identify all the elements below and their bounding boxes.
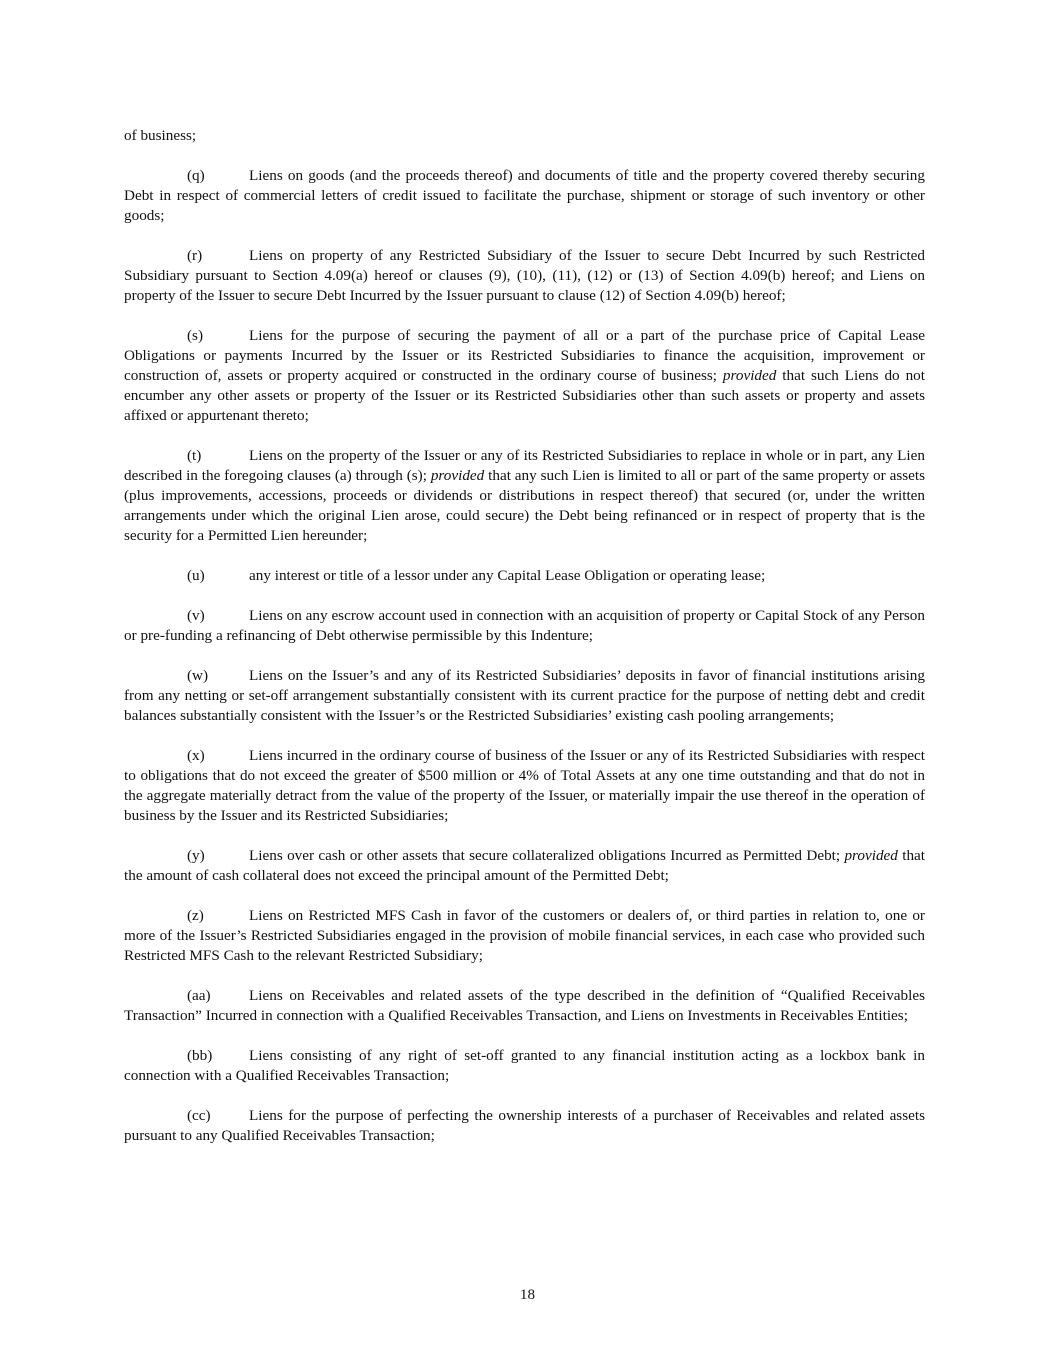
clause-label: (cc) <box>187 1107 211 1124</box>
clause-label: (w) <box>187 667 209 684</box>
clause-text: Liens on any escrow account used in connection with an acquisition of property or Capital Stock of any Person or pre-funding a refinancing of Debt otherwise permissible by this Indenture; <box>124 607 925 644</box>
clause-w <box>124 666 925 726</box>
clause-label: (x) <box>187 747 205 764</box>
clause-label: (bb) <box>187 1047 213 1064</box>
clause-text: that any such Lien is limited to all or part of the same property or assets (plus improvements, accessions, proceeds or dividends or distributions in respect thereof) that secured (or, under the written arrangements under which the original Lien arose, could secure) the Debt being refinanced or in respect of property that is the security for a Permitted Lien hereunder; <box>124 467 926 544</box>
clause-y <box>124 846 925 886</box>
clause-text: any interest or title of a lessor under any Capital Lease Obligation or operating lease; <box>249 567 766 584</box>
clause-text: Liens on property of any Restricted Subsidiary of the Issuer to secure Debt Incurred by such Restricted Subsidiary pursuant to Section 4.09(a) hereof or clauses (9), (10), (11), (12) or (13) of Section 4.09(b) hereof; and Liens on property of the Issuer to secure Debt Incurred by the Issuer pursuant to clause (12) of Section 4.09(b) hereof; <box>124 247 925 304</box>
clause-text: Liens consisting of any right of set-off granted to any financial institution acting as a lockbox bank in connection with a Qualified Receivables Transaction; <box>124 1047 925 1084</box>
clause-label: (s) <box>187 327 204 344</box>
clause-x <box>124 746 925 826</box>
clause-text: Liens on the Issuer’s and any of its Restricted Subsidiaries’ deposits in favor of financial institutions arising from any netting or set-off arrangement substantially consistent with its current practice for the purpose of netting debt and credit balances substantially consistent with the Issuer’s or the Restricted Subsidiaries’ existing cash pooling arrangements; <box>124 667 925 724</box>
clause-label: (t) <box>187 447 202 464</box>
clause-z <box>124 906 925 966</box>
clause-label: (r) <box>187 247 203 264</box>
clause-label: (y) <box>187 847 205 864</box>
clause-text: Liens on the property of the Issuer or any of its Restricted Subsidiaries to replace in whole or in part, any Lien described in the foregoing clauses (a) through (s); <box>124 447 925 484</box>
clause-aa <box>124 986 925 1026</box>
clause-text: Liens for the purpose of securing the payment of all or a part of the purchase price of Capital Lease Obligations or payments Incurred by the Issuer or its Restricted Subsidiaries to finance the acquisition, improvement or construction of, assets or property acquired or constructed in the ordinary course of business; <box>124 327 925 384</box>
clause-text: Liens on goods (and the proceeds thereof) and documents of title and the property covered thereby securing Debt in respect of commercial letters of credit issued to facilitate the purchase, shipment or storage of such inventory or other goods; <box>124 167 925 224</box>
clause-text: Liens for the purpose of perfecting the ownership interests of a purchaser of Receivables and related assets pursuant to any Qualified Receivables Transaction; <box>124 1107 925 1144</box>
clause-label: (aa) <box>187 987 211 1004</box>
intro-text: of business; <box>124 127 197 144</box>
clause-text: Liens on Restricted MFS Cash in favor of the customers or dealers of, or third parties in relation to, one or more of the Issuer’s Restricted Subsidiaries engaged in the provision of mobile financial services, in each case who provided such Restricted MFS Cash to the relevant Restricted Subsidiary; <box>124 907 925 964</box>
clause-q <box>124 166 925 226</box>
clause-s <box>124 326 925 426</box>
clause-t <box>124 446 925 546</box>
clause-label: (u) <box>187 567 205 584</box>
clause-text: Liens over cash or other assets that secure collateralized obligations Incurred as Permitted Debt; <box>249 847 841 864</box>
clause-text: Liens incurred in the ordinary course of business of the Issuer or any of its Restricted Subsidiaries with respect to obligations that do not exceed the greater of $500 million or 4% of Total Assets at any one time outstanding and that do not in the aggregate materially detract from the value of the property of the Issuer, or materially impair the use thereof in the operation of business by the Issuer and its Restricted Subsidiaries; <box>124 747 925 824</box>
provided-emphasis: provided <box>430 467 485 484</box>
clause-cc <box>124 1106 925 1146</box>
clause-text: that the amount of cash collateral does not exceed the principal amount of the Permitted Debt; <box>124 847 926 884</box>
clause-label: (q) <box>187 167 205 184</box>
page-number: 18 <box>519 1286 536 1303</box>
document-body <box>124 126 925 1166</box>
clause-label: (v) <box>187 607 205 624</box>
clause-text: Liens on Receivables and related assets of the type described in the definition of “Qualified Receivables Transaction” Incurred in connection with a Qualified Receivables Transaction, and Liens on Investments in Receivables Entities; <box>124 987 925 1024</box>
provided-emphasis: provided <box>844 847 898 864</box>
clause-label: (z) <box>187 907 204 924</box>
provided-emphasis: provided <box>722 367 777 384</box>
clause-v <box>124 606 925 646</box>
clause-u <box>124 566 925 586</box>
clause-r <box>124 246 925 306</box>
clause-bb <box>124 1046 925 1086</box>
clause-text: that such Liens do not encumber any other assets or property of the Issuer or its Restricted Subsidiaries other than such assets or property and assets affixed or appurtenant thereto; <box>124 367 925 424</box>
